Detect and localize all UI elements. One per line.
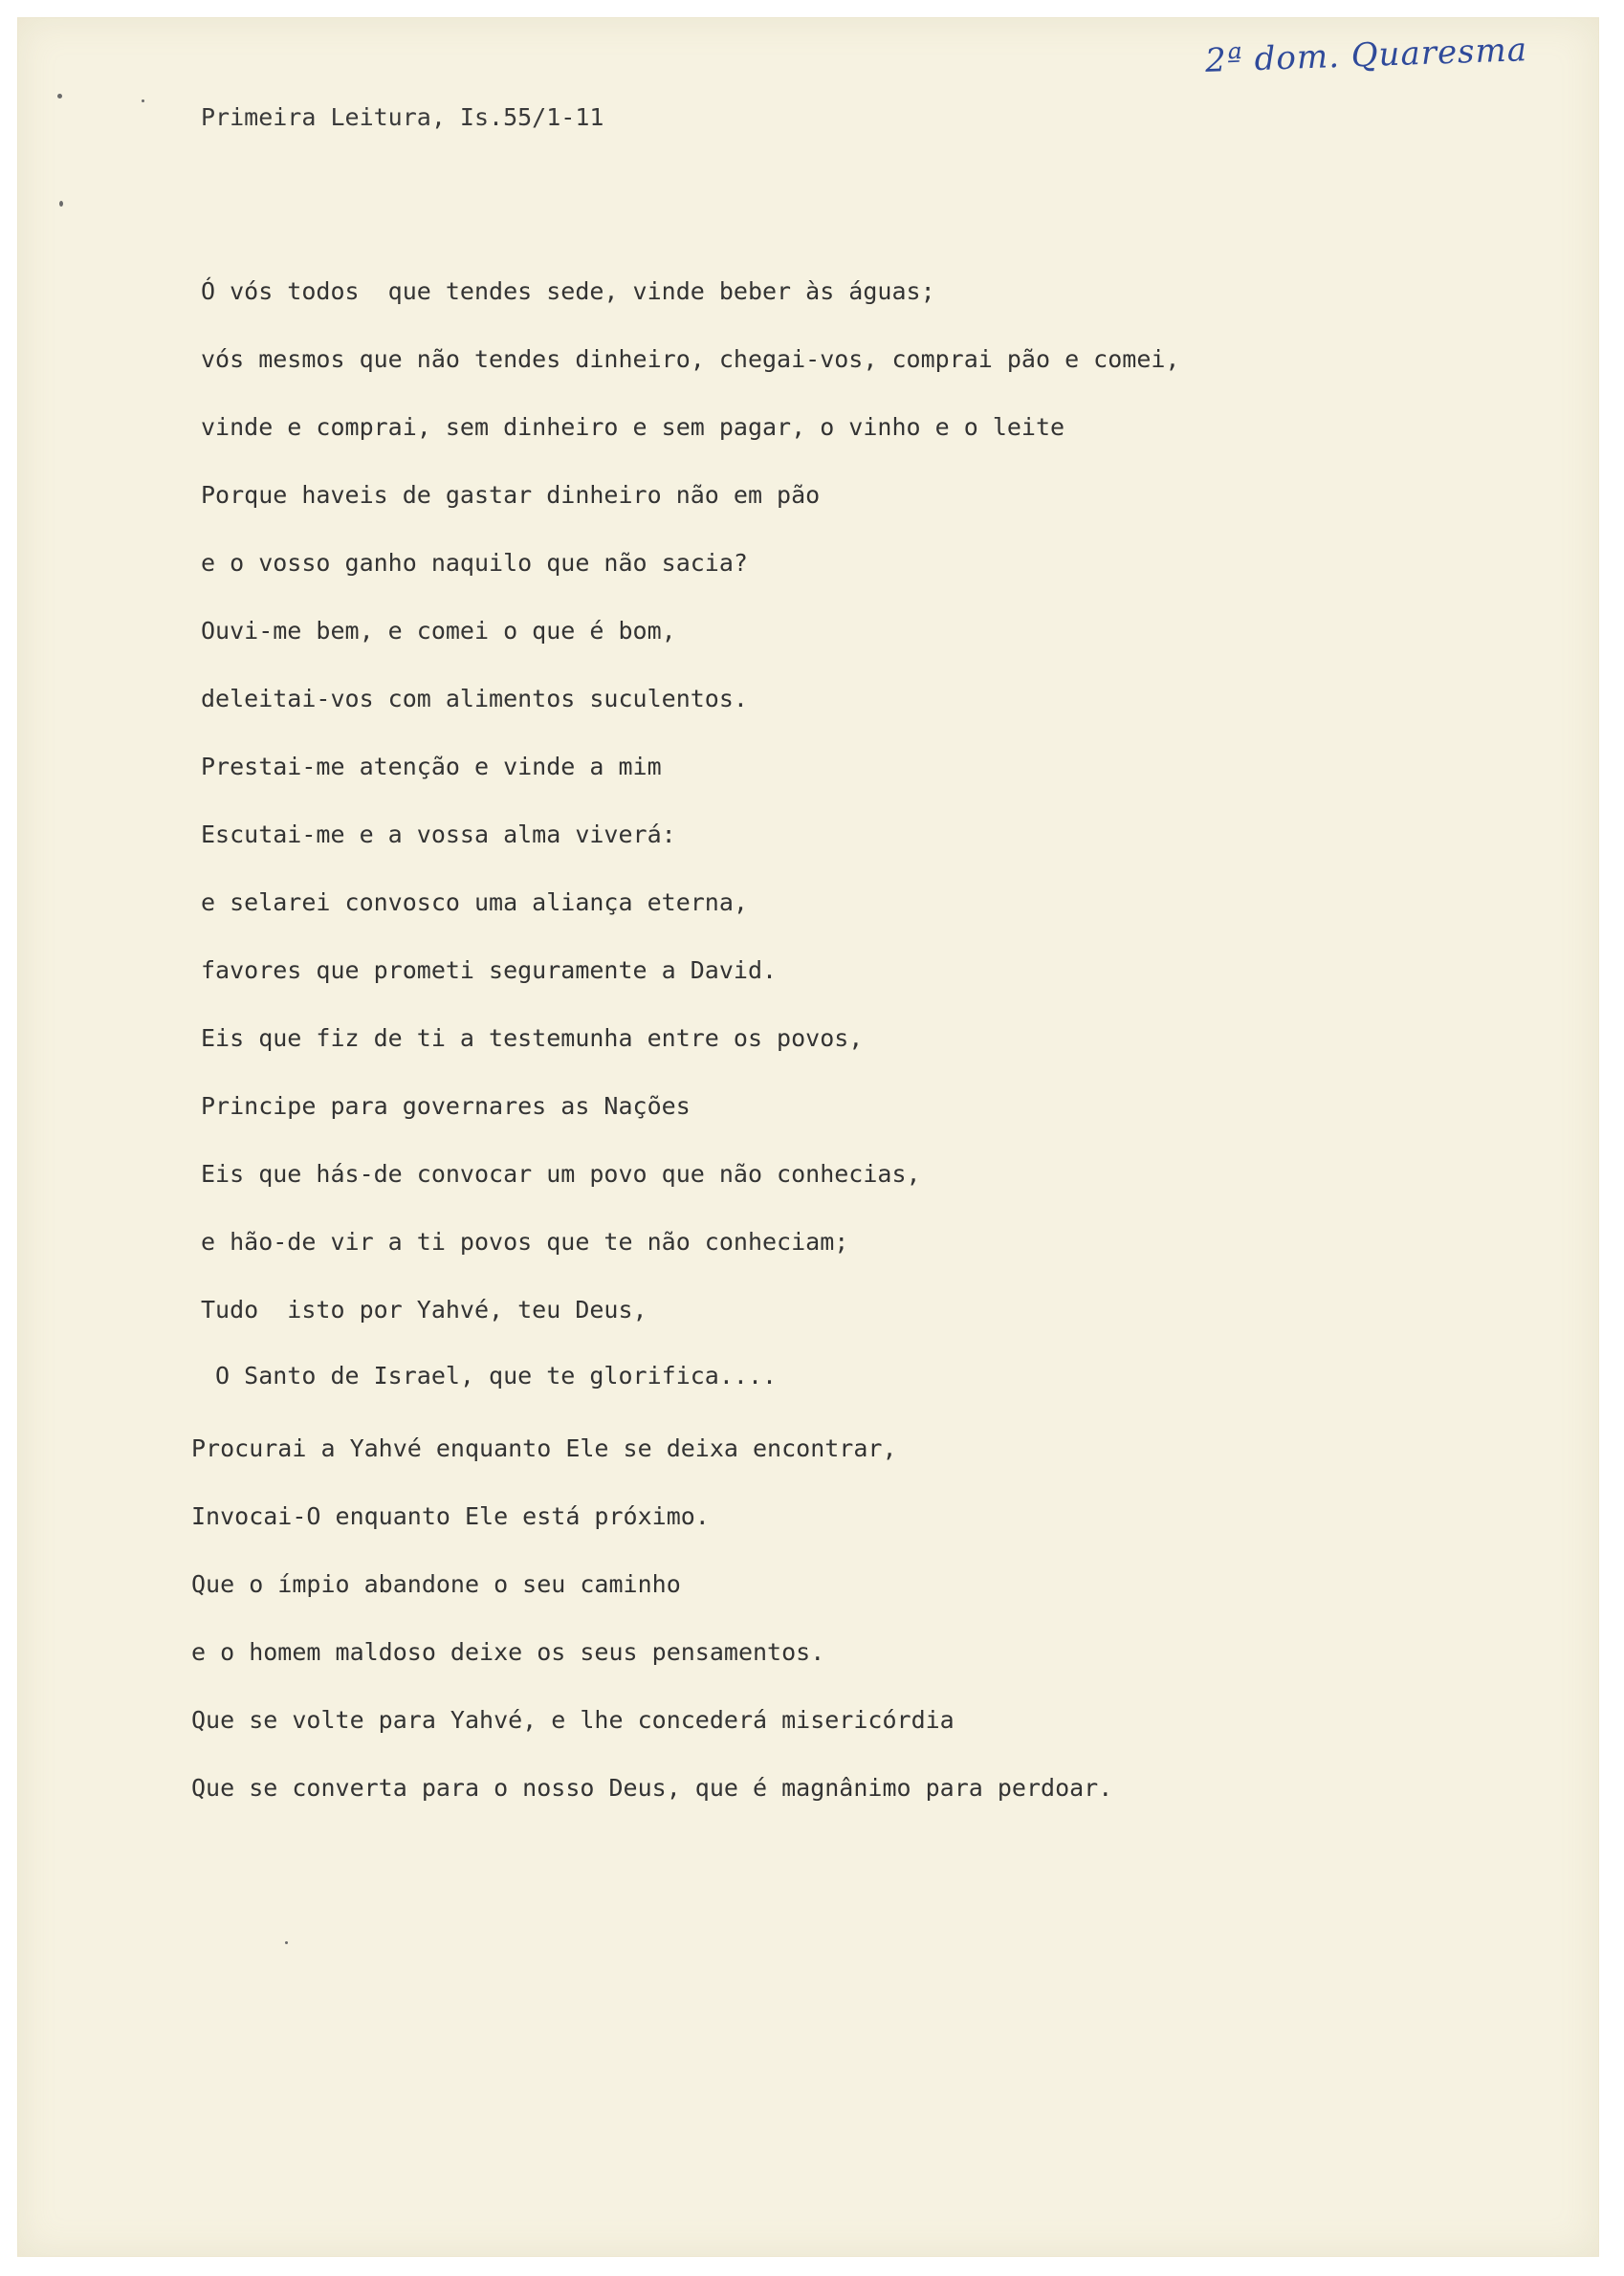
text-line: O Santo de Israel, que te glorifica.... [201,1362,778,1390]
text-line: favores que prometi seguramente a David. [201,956,778,984]
text-line: Que se volte para Yahvé, e lhe concederá misericórdia [191,1706,955,1734]
text-line: Escutai-me e a vossa alma viverá: [201,821,676,848]
text-line: Eis que hás-de convocar um povo que não conhecias, [201,1160,921,1188]
paper-speck [57,94,62,98]
paper-speck [142,99,144,102]
handwritten-annotation: 2ª dom. Quaresma [1204,31,1528,80]
text-line: Principe para governares as Nações [201,1092,691,1120]
text-line: e o vosso ganho naquilo que não sacia? [201,549,748,577]
text-line: e o homem maldoso deixe os seus pensamentos. [191,1638,825,1666]
text-line: e selarei convosco uma aliança eterna, [201,888,748,916]
text-line: Ó vós todos que tendes sede, vinde beber às águas; [201,277,935,305]
paper-speck [59,201,63,207]
text-line: deleitai-vos com alimentos suculentos. [201,685,748,712]
text-line: Ouvi-me bem, e comei o que é bom, [201,617,676,645]
reading-heading: Primeira Leitura, Is.55/1-11 [201,103,604,131]
text-line: Porque haveis de gastar dinheiro não em pão [201,481,821,509]
text-line: Prestai-me atenção e vinde a mim [201,753,662,780]
text-line: vinde e comprai, sem dinheiro e sem pagar, o vinho e o leite [201,413,1065,441]
paper-speck [285,1941,288,1944]
text-line: Tudo isto por Yahvé, teu Deus, [201,1296,647,1324]
text-line: Invocai-O enquanto Ele está próximo. [191,1502,710,1530]
text-line: Que o ímpio abandone o seu caminho [191,1570,681,1598]
text-line: Que se converta para o nosso Deus, que é magnânimo para perdoar. [191,1774,1113,1802]
text-line: vós mesmos que não tendes dinheiro, chegai-vos, comprai pão e comei, [201,345,1180,373]
text-line: e hão-de vir a ti povos que te não conheciam; [201,1228,849,1256]
text-line: Eis que fiz de ti a testemunha entre os povos, [201,1024,864,1052]
text-line: Procurai a Yahvé enquanto Ele se deixa encontrar, [191,1434,897,1462]
